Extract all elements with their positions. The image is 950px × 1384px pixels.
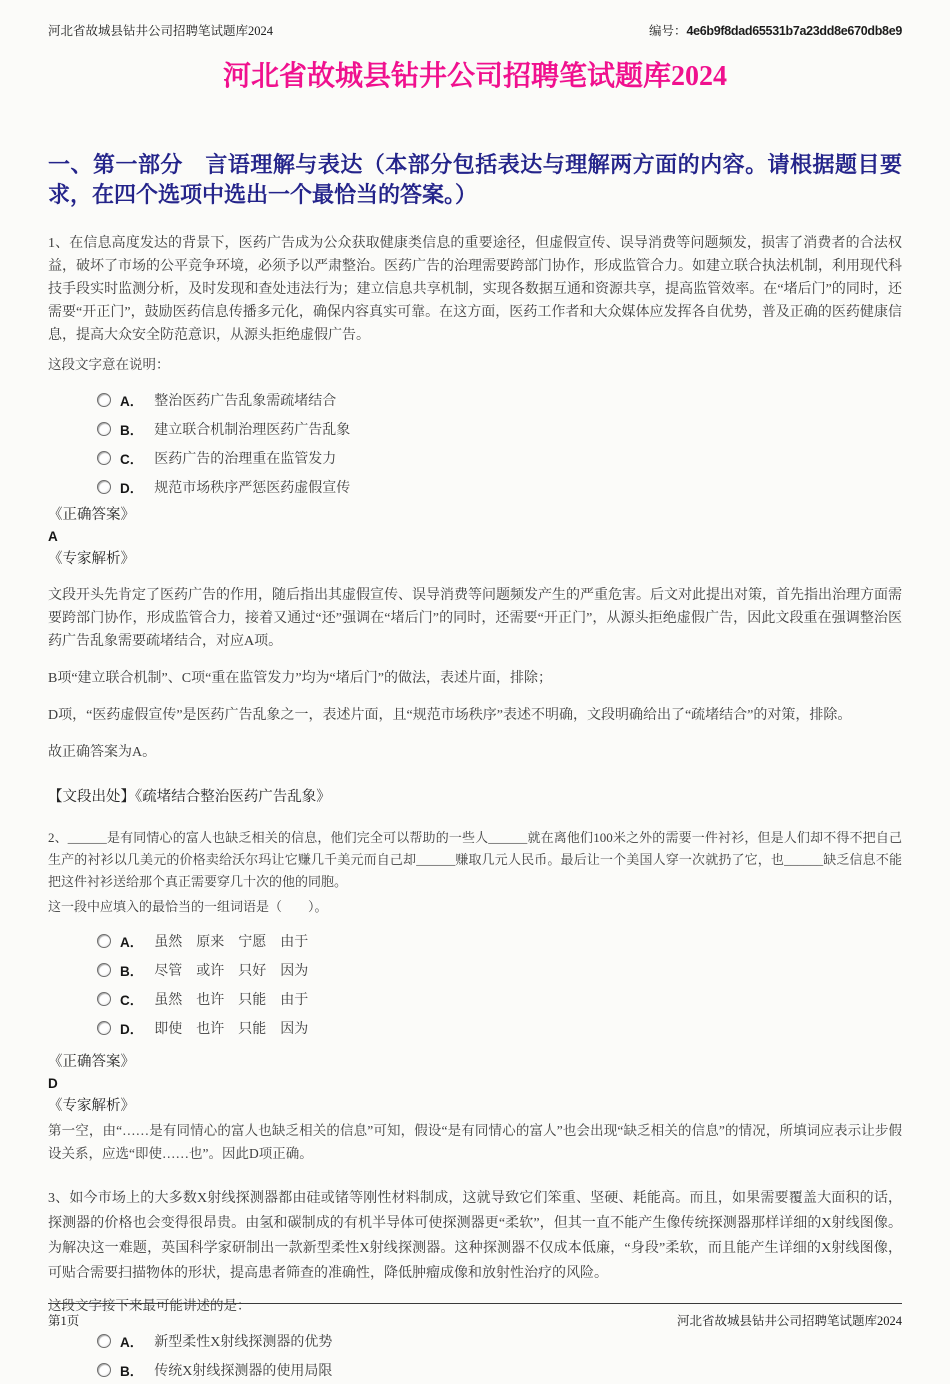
correct-answer-value: A xyxy=(48,529,58,544)
question-1-option-a[interactable] xyxy=(97,385,902,414)
header-doc-number xyxy=(649,21,902,39)
option-letter: A． xyxy=(120,1334,144,1350)
question-2-option-a[interactable] xyxy=(97,926,902,955)
option-letter: C． xyxy=(120,992,144,1008)
question-1-option-c[interactable] xyxy=(97,443,902,472)
question-1-option-b[interactable] xyxy=(97,414,902,443)
option-text: 虽然 原来 宁愿 由于 xyxy=(154,934,309,950)
question-1-answer-block xyxy=(48,505,902,806)
correct-answer-value: D xyxy=(48,1076,58,1091)
question-2-prompt: 这一段中应填入的最恰当的一组词语是（ ）。 xyxy=(48,899,328,914)
question-3-option-a[interactable] xyxy=(97,1326,902,1355)
question-2-stem: 2、______是有同情心的富人也缺乏相关的信息，他们完全可以帮助的一些人______就在离他们100米之外的需要一件衬衫，但是人们却不得不把自己生产的衬衫以几美元的价格卖给沃尔玛让它赚几千美元而自己却______赚取几元人民币。最后让一个美国人穿一次就扔了它，也______缺乏信息不能把这件衬衫送给那个真正需要穿几十次的他的同胞。 xyxy=(48,830,902,889)
question-2 xyxy=(48,827,902,1165)
option-text: 尽管 或许 只好 因为 xyxy=(154,963,309,979)
radio-button[interactable] xyxy=(97,451,111,465)
radio-button[interactable] xyxy=(97,1363,111,1377)
doc-number-label: 编号： xyxy=(648,24,687,38)
question-1-options xyxy=(97,385,902,501)
radio-button[interactable] xyxy=(97,934,111,948)
correct-answer-heading: 《正确答案》 xyxy=(48,507,135,523)
page-number: 第1页 xyxy=(48,1314,80,1328)
option-text: 整治医药广告乱象需疏堵结合 xyxy=(154,393,337,409)
radio-button[interactable] xyxy=(97,963,111,977)
option-text: 新型柔性X射线探测器的优势 xyxy=(154,1334,333,1350)
document-header xyxy=(48,21,902,39)
option-text: 规范市场秩序严惩医药虚假宣传 xyxy=(154,480,351,496)
expert-analysis-heading: 《专家解析》 xyxy=(48,551,135,567)
analysis-paragraph: 故正确答案为A。 xyxy=(48,745,157,760)
question-1 xyxy=(48,232,902,806)
option-text: 即使 也许 只能 因为 xyxy=(154,1021,309,1037)
analysis-paragraph: 第一空，由“……是有同情心的富人也缺乏相关的信息”可知，假设“是有同情心的富人”也会出现“缺乏相关的信息”的情况，所填词应表示让步假设关系，应选“即使……也”。因此D项正确。 xyxy=(48,1123,902,1161)
option-text: 医药广告的治理重在监管发力 xyxy=(154,451,337,467)
radio-button[interactable] xyxy=(97,1334,111,1348)
analysis-paragraph: B项“建立联合机制”、C项“重在监管发力”均为“堵后门”的做法，表述片面，排除； xyxy=(48,671,552,686)
option-letter: A． xyxy=(120,934,144,950)
radio-button[interactable] xyxy=(97,480,111,494)
question-2-option-b[interactable] xyxy=(97,955,902,984)
question-1-stem: 1、在信息高度发达的背景下，医药广告成为公众获取健康类信息的重要途径，但虚假宣传、误导消费等问题频发，损害了消费者的合法权益，破坏了市场的公平竞争环境，必须予以严肃整治。医药广告的治理需要跨部门协作，形成监管合力。如建立联合执法机制，利用现代科技手段实时监测分析，及时发现和查处违法行为；建立信息共享机制，实现各数据互通和资源共享，提高监管效率。在“堵后门”的同时，还需要“开正门”，鼓励医药信息传播多元化，确保内容真实可靠。在这方面，医药工作者和大众媒体应发挥各自优势，普及正确的医药健康信息，提高大众安全防范意识，从源头拒绝虚假广告。 xyxy=(48,236,902,343)
option-letter: D． xyxy=(120,1021,144,1037)
footer-doc-title: 河北省故城县钻井公司招聘笔试题库2024 xyxy=(676,1314,902,1328)
question-3-options xyxy=(97,1326,902,1384)
question-2-option-c[interactable] xyxy=(97,984,902,1013)
question-2-option-d[interactable] xyxy=(97,1013,902,1042)
radio-button[interactable] xyxy=(97,1021,111,1035)
question-2-answer-block xyxy=(48,1052,902,1165)
expert-analysis-heading: 《专家解析》 xyxy=(48,1098,135,1114)
radio-button[interactable] xyxy=(97,393,111,407)
question-1-prompt: 这段文字意在说明： xyxy=(48,357,170,372)
question-1-option-d[interactable] xyxy=(97,472,902,501)
question-3-prompt: 这段文字接下来最可能讲述的是： xyxy=(48,1298,251,1313)
doc-number-value: 4e6b9f8dad65531b7a23dd8e670db8e9 xyxy=(686,24,902,38)
analysis-paragraph: 文段开头先肯定了医药广告的作用，随后指出其虚假宣传、误导消费等问题频发产生的严重危害。后文对此提出对策，首先指出治理方面需要跨部门协作，形成监管合力，接着又通过“还”强调在“堵后门”的同时，还需要“开正门”，从源头拒绝虚假广告，因此文段重在强调整治医药广告乱象需要疏堵结合，对应A项。 xyxy=(48,588,902,649)
option-text: 传统X射线探测器的使用局限 xyxy=(154,1363,333,1379)
option-text: 虽然 也许 只能 由于 xyxy=(154,992,309,1008)
question-2-options xyxy=(97,926,902,1042)
source-reference: 【文段出处】《疏堵结合整治医药广告乱象》 xyxy=(48,789,331,805)
radio-button[interactable] xyxy=(97,992,111,1006)
option-letter: A． xyxy=(120,393,144,409)
option-letter: B． xyxy=(120,1363,144,1379)
radio-button[interactable] xyxy=(97,422,111,436)
option-letter: C． xyxy=(120,451,144,467)
correct-answer-heading: 《正确答案》 xyxy=(48,1054,135,1070)
question-3 xyxy=(48,1186,902,1384)
header-doc-title: 河北省故城县钻井公司招聘笔试题库2024 xyxy=(48,24,274,38)
page-title: 河北省故城县钻井公司招聘笔试题库2024 xyxy=(222,61,727,92)
option-text: 建立联合机制治理医药广告乱象 xyxy=(154,422,351,438)
option-letter: B． xyxy=(120,963,144,979)
analysis-paragraph: D项，“医药虚假宣传”是医药广告乱象之一，表述片面，且“规范市场秩序”表述不明确，文段明确给出了“疏堵结合”的对策，排除。 xyxy=(48,708,852,723)
question-3-stem: 3、如今市场上的大多数X射线探测器都由硅或锗等刚性材料制成，这就导致它们笨重、坚硬、耗能高。而且，如果需要覆盖大面积的话，探测器的价格也会变得很昂贵。由氢和碳制成的有机半导体可使探测器更“柔软”，但其一直不能产生像传统探测器那样详细的X射线图像。为解决这一难题，英国科学家研制出一款新型柔性X射线探测器。这种探测器不仅成本低廉，“身段”柔软，而且能产生详细的X射线图像，可贴合需要扫描物体的形状，提高患者筛查的准确性，降低肿瘤成像和放射性治疗的风险。 xyxy=(48,1191,902,1281)
section-heading: 一、第一部分 言语理解与表达（本部分包括表达与理解两方面的内容。请根据题目要求，在四个选项中选出一个最恰当的答案。） xyxy=(48,152,902,207)
document-footer xyxy=(48,1303,902,1329)
option-letter: D． xyxy=(120,480,144,496)
question-3-option-b[interactable] xyxy=(97,1355,902,1384)
option-letter: B． xyxy=(120,422,144,438)
